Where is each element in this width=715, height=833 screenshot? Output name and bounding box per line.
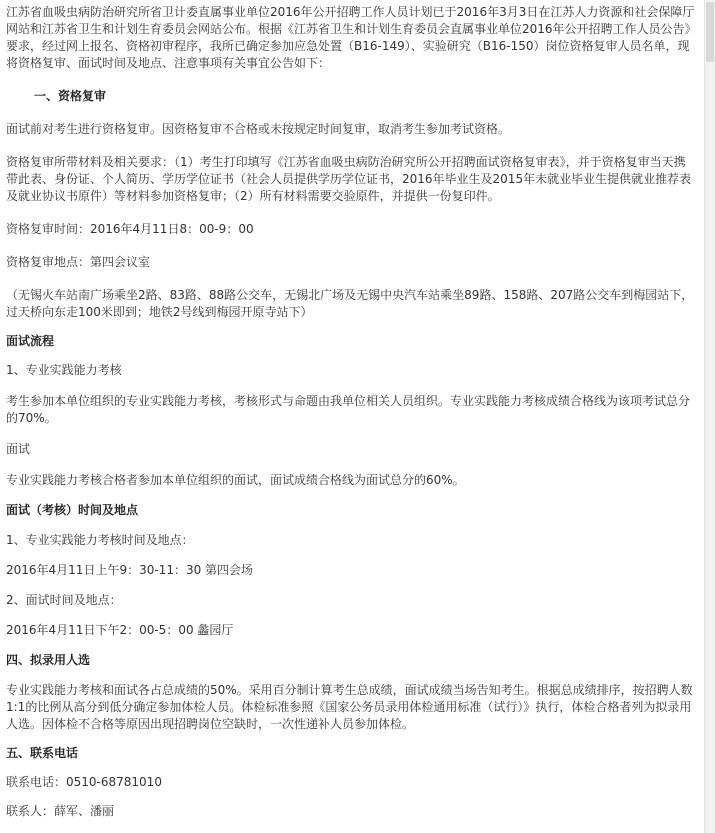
review-time: 资格复审时间：2016年4月11日8：00-9：00	[6, 222, 254, 236]
section-heading-candidates: 四、拟录用人选	[6, 653, 91, 667]
section-heading-interview-process: 面试流程	[6, 334, 55, 348]
practice-assessment-paragraph: 考生参加本单位组织的专业实践能力考核，考核形式与命题由我单位相关人员组织。专业实践能力考核成绩合格线为该项考试总分的70%。	[6, 394, 691, 425]
section-heading-time-location: 面试（考核）时间及地点	[6, 503, 139, 517]
contact-person: 联系人：薛军、潘丽	[6, 804, 115, 818]
vertical-scrollbar[interactable]	[704, 0, 715, 833]
assessment-time-value: 2016年4月11日上午9：30-11：30 第四会场	[6, 563, 254, 577]
intro-paragraph: 江苏省血吸虫病防治研究所省卫计委直属事业单位2016年公开招聘工作人员计划已于2016年3月3日在江苏人力资源和社会保障厅网站和江苏省卫生和计划生育委员会网站公布。根据《江苏省卫生和计划生育委员会直属事业单位2016年公开招聘工作人员公告》要求，经过网上报名、资格初审程序，我所已确定参加应急处置（B16-149）、实验研究（B16-150）岗位资格复审人员名单，现将资格复审、面试时间及地点、注意事项有关事宜公告如下：	[6, 5, 695, 70]
contact-phone: 联系电话：0510-68781010	[6, 775, 162, 789]
scrollbar-thumb[interactable]	[706, 2, 714, 62]
materials-paragraph: 资格复审所带材料及相关要求：（1）考生打印填写《江苏省血吸虫病防治研究所公开招聘面试资格复审表》，并于资格复审当天携带此表、身份证、个人简历、学历学位证书（社会人员提供学历学位证书，2016年毕业生及2015年未就业毕业生提供就业推荐表及就业协议书原件）等材料参加资格复审；（2）所有材料需要交验原件，并提供一份复印件。	[6, 155, 692, 203]
interview-time-value: 2016年4月11日下午2：00-5：00 蠡园厅	[6, 623, 234, 637]
qualification-review-paragraph: 面试前对考生进行资格复审。因资格复审不合格或未按规定时间复审，取消考生参加考试资格。	[6, 122, 511, 136]
announcement-article	[6, 4, 696, 820]
interview-paragraph: 专业实践能力考核合格者参加本单位组织的面试，面试成绩合格线为面试总分的60%。	[6, 473, 465, 487]
section-heading-qualification: 一、资格复审	[34, 89, 107, 103]
section-heading-contact: 五、联系电话	[6, 746, 79, 760]
interview-subtitle: 面试	[6, 442, 31, 456]
transport-directions: （无锡火车站南广场乘坐2路、83路、88路公交车，无锡北广场及无锡中央汽车站乘坐89路、158路、207路公交车到梅园站下，过天桥向东走100米即到；地铁2号线到梅园开原寺站下）	[6, 288, 694, 319]
interview-time-title: 2、面试时间及地点：	[6, 593, 122, 607]
assessment-time-title: 1、专业实践能力考核时间及地点：	[6, 533, 194, 547]
review-location: 资格复审地点：第四会议室	[6, 255, 151, 269]
practice-assessment-title: 1、专业实践能力考核	[6, 363, 122, 377]
candidates-paragraph: 专业实践能力考核和面试各占总成绩的50%。采用百分制计算考生总成绩，面试成绩当场告知考生。根据总成绩排序，按招聘人数1:1的比例从高分到低分确定参加体检人员。体检标准参照《国家公务员录用体检通用标准（试行）》执行，体检合格者列为拟录用人选。因体检不合格等原因出现招聘岗位空缺时，一次性递补人员参加体检。	[6, 683, 693, 731]
